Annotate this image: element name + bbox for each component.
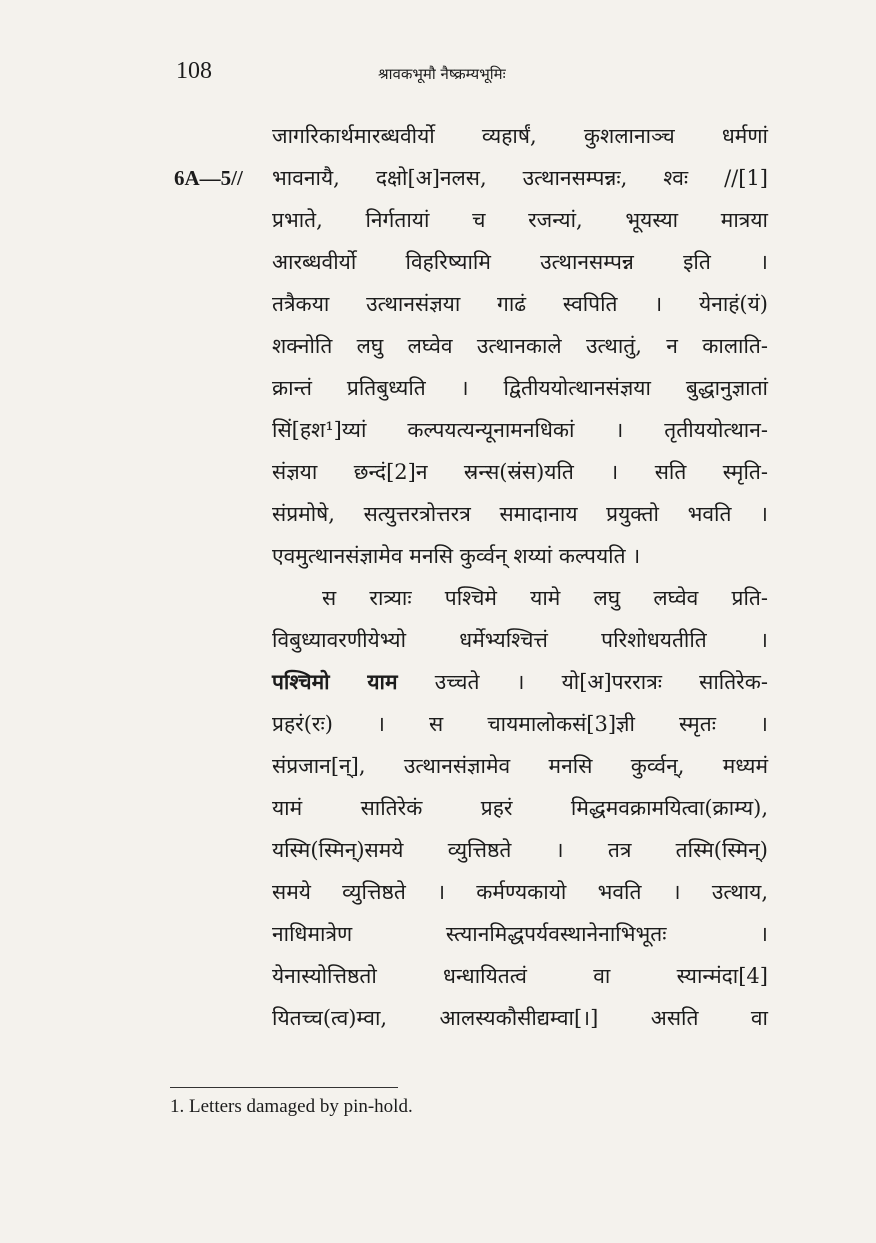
text-line: शक्नोति लघु लघ्वेव उत्थानकाले उत्थातुं, न कालाति-: [272, 334, 768, 358]
text-line: जागरिकार्थमारब्धवीर्यो व्यहार्षं, कुशलानाञ्च धर्मणां: [272, 124, 768, 148]
text-line: भावनायै, दक्षो[अ]नलस, उत्थानसम्पन्नः, श्वः //[1]: [272, 166, 768, 190]
text-line: प्रभाते, निर्गतायां च रजन्यां, भूयस्या मात्रया: [272, 208, 768, 232]
text-line: संज्ञया छन्दं[2]न स्रन्स(स्रंस)यति । सति स्मृति-: [272, 460, 768, 484]
page-number: 108: [176, 58, 212, 84]
folio-marker: 6A—5//: [174, 166, 243, 190]
text-line: यितच्च(त्व)म्वा, आलस्यकौसीद्यम्वा[।] असति वा: [272, 1006, 768, 1030]
text-line: तत्रैकया उत्थानसंज्ञया गाढं स्वपिति । येनाहं(यं): [272, 292, 768, 316]
text-line: यस्मि(स्मिन्)समये व्युत्तिष्ठते । तत्र तस्मि(स्मिन्): [272, 838, 768, 862]
text-line: सिं[हश¹]य्यां कल्पयत्यन्यूनामनधिकां । तृतीययोत्थान-: [272, 418, 768, 442]
text-line: आरब्धवीर्यो विहरिष्यामि उत्थानसम्पन्न इति ।: [272, 250, 768, 274]
running-title: श्रावकभूमौ नैष्क्रम्यभूमिः: [378, 65, 506, 83]
text-line: विबुध्यावरणीयेभ्यो धर्मेभ्यश्चित्तं परिशोधयतीति ।: [272, 628, 768, 652]
text-line: समये व्युत्तिष्ठते । कर्मण्यकायो भवति । उत्थाय,: [272, 880, 768, 904]
text-line: नाधिमात्रेण स्त्यानमिद्धपर्यवस्थानेनाभिभूतः ।: [272, 922, 768, 946]
footnote-rule: [170, 1087, 398, 1088]
bold-phrase: पश्चिमो याम: [272, 669, 398, 694]
text-line: संप्रमोषे, सत्युत्तरत्रोत्तरत्र समादानाय प्रयुक्तो भवति ।: [272, 502, 768, 526]
text-line: क्रान्तं प्रतिबुध्यति । द्वितीययोत्थानसंज्ञया बुद्धानुज्ञातां: [272, 376, 768, 400]
text-line: एवमुत्थानसंज्ञामेव मनसि कुर्व्वन् शय्यां कल्पयति ।: [272, 544, 641, 568]
text-line: संप्रजान[न्], उत्थानसंज्ञामेव मनसि कुर्व्वन्, मध्यमं: [272, 754, 768, 778]
text-line: स रात्र्याः पश्चिमे यामे लघु लघ्वेव प्रति-: [322, 586, 768, 610]
page-header: [168, 58, 768, 88]
text-line: येनास्योत्तिष्ठतो धन्धायितत्वं वा स्यान्मंदा[4]: [272, 964, 768, 988]
text-line: यामं सातिरेकं प्रहरं मिद्धमवक्रामयित्वा(क्राम्य),: [272, 796, 768, 820]
text-line-remainder: उच्चते । यो[अ]पररात्रः सातिरेक-: [434, 670, 768, 694]
text-line-with-bold: [272, 664, 768, 700]
text-line: प्रहरं(रः) । स चायमालोकसं[3]ज्ञी स्मृतः ।: [272, 712, 768, 736]
footnote: 1. Letters damaged by pin-hold.: [170, 1096, 413, 1117]
